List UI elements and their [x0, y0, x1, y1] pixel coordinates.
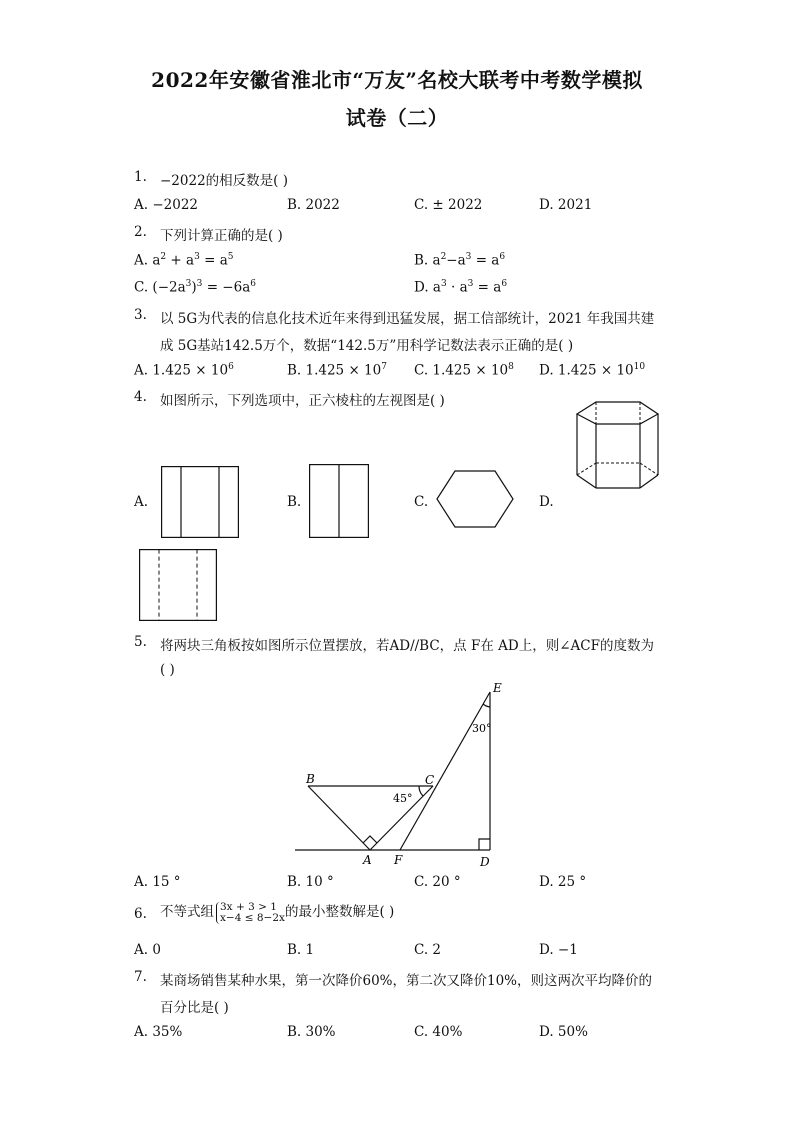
- q1-option-d: D. 2021: [539, 197, 593, 213]
- question-4: [134, 389, 160, 405]
- right-angle-a: [363, 836, 377, 843]
- q5-option-d: D. 25 °: [539, 874, 587, 890]
- exam-title-line1: 2022年安徽省淮北市“万友”名校大联考中考数学模拟: [151, 68, 643, 92]
- q2-option-b: B. $a^2-a^3 = a^6$: [414, 252, 506, 269]
- q5-option-b: B. 10 °: [287, 874, 334, 890]
- q2-option-c: C. $(-2a^3)^3 = -6a^6$: [134, 279, 256, 296]
- question-number: 5.: [134, 634, 147, 650]
- angle-arc-c: [419, 786, 423, 796]
- exam-title-line2: 试卷（二）: [345, 106, 449, 130]
- question-5: [134, 634, 160, 650]
- label-f: F: [394, 853, 403, 867]
- q4-option-d-figure: [139, 549, 217, 621]
- label-a: A: [363, 853, 372, 867]
- question-2: [134, 224, 160, 240]
- label-angle-45: 45°: [393, 792, 413, 805]
- question-3-text-line2: 成 5G基站142.5万个，数据“142.5万”用科学记数法表示正确的是( ): [160, 338, 574, 354]
- question-number: 2.: [134, 224, 147, 240]
- label-e: E: [493, 681, 502, 695]
- question-7: [134, 969, 160, 985]
- inequality-system: 3x + 3 > 1 x−4 ≤ 8−2x: [216, 902, 285, 924]
- q3-option-b: B. $1.425 \times 10^7$: [287, 362, 387, 379]
- question-4-text: 如图所示，下列选项中，正六棱柱的左视图是( ): [160, 393, 445, 409]
- question-number: 7.: [134, 969, 147, 985]
- q4-option-c-label: C.: [414, 494, 429, 510]
- question-number: 3.: [134, 307, 147, 323]
- q5-option-c: C. 20 °: [414, 874, 461, 890]
- question-3-text-line1: 以 5G为代表的信息化技术近年来得到迅猛发展，据工信部统计，2021 年我国共建: [160, 311, 655, 327]
- label-d: D: [480, 855, 490, 869]
- q3-option-a: A. $1.425 \times 10^6$: [134, 362, 234, 379]
- q7-option-d: D. 50%: [539, 1024, 588, 1040]
- question-number: 1.: [134, 169, 147, 185]
- q1-option-a: A. −2022: [134, 197, 198, 213]
- q7-option-c: C. 40%: [414, 1024, 463, 1040]
- label-b: B: [306, 772, 315, 786]
- q4-option-b-figure: [309, 464, 369, 538]
- q6-option-c: C. 2: [414, 942, 442, 958]
- q5-option-a: A. 15 °: [134, 874, 181, 890]
- question-5-text-line2: ( ): [160, 662, 175, 678]
- q4-option-b-label: B.: [287, 494, 302, 510]
- label-c: C: [425, 773, 435, 787]
- question-number: 6.: [134, 906, 147, 922]
- q2-option-a: A. $a^2 + a^3 = a^5$: [134, 252, 234, 269]
- q2-option-d: D. $a^3 \cdot a^3 = a^6$: [414, 279, 508, 296]
- question-1: [134, 169, 160, 185]
- angle-arc-e: [483, 704, 490, 707]
- right-angle-d: [479, 839, 490, 850]
- q4-option-a-figure: [161, 466, 239, 538]
- question-2-text: 下列计算正确的是( ): [160, 228, 283, 244]
- question-5-text-line1: 将两块三角板按如图所示位置摆放，若AD//BC，点 F在 AD上，则∠ACF的度数为: [160, 638, 654, 654]
- question-6-text: 不等式组 3x + 3 > 1 x−4 ≤ 8−2x的最小整数解是( ): [160, 900, 395, 924]
- line-ba: [308, 786, 370, 850]
- question-1-text: −2022的相反数是( ): [160, 173, 288, 189]
- q3-option-c: C. $1.425 \times 10^8$: [414, 362, 514, 379]
- q7-option-b: B. 30%: [287, 1024, 336, 1040]
- q6-option-b: B. 1: [287, 942, 315, 958]
- q4-option-c-figure: [436, 470, 514, 528]
- q4-option-d-label: D.: [539, 494, 554, 510]
- hexagonal-prism-figure: [570, 400, 665, 492]
- q6-option-d: D. −1: [539, 942, 578, 958]
- q6-option-a: A. 0: [134, 942, 161, 958]
- label-angle-30: 30°: [472, 722, 492, 735]
- q4-option-a-label: A.: [134, 494, 149, 510]
- q1-option-b: B. 2022: [287, 197, 340, 213]
- question-number: 4.: [134, 389, 147, 405]
- question-7-text-line2: 百分比是( ): [160, 1000, 229, 1016]
- question-7-text-line1: 某商场销售某种水果，第一次降价60%，第二次又降价10%，则这两次平均降价的: [160, 973, 653, 989]
- q7-option-a: A. 35%: [134, 1024, 183, 1040]
- triangle-boards-figure: [290, 680, 510, 870]
- q1-option-c: C. ± 2022: [414, 197, 483, 213]
- question-3: [134, 307, 160, 323]
- line-fe: [400, 692, 490, 850]
- q3-option-d: D. $1.425 \times 10^{10}$: [539, 362, 646, 379]
- question-6: [134, 906, 160, 922]
